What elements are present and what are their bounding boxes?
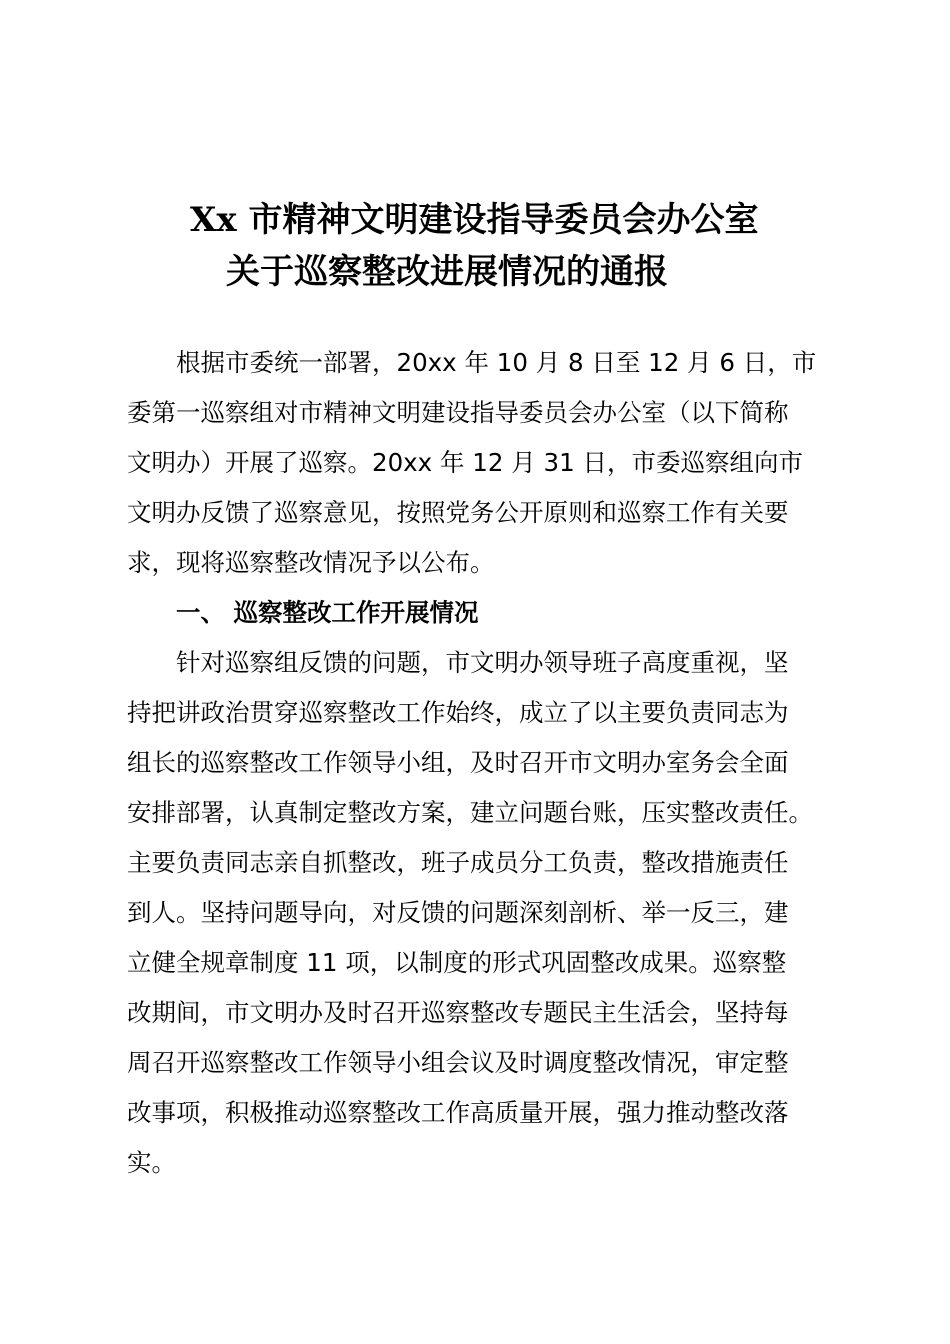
paragraph-2-line: 改期间，市文明办及时召开巡察整改专题民主生活会，坚持每	[127, 998, 789, 1027]
paragraph-1-line: 文明办）开展了巡察。20xx 年 12 月 31 日，市委巡察组向市	[127, 448, 803, 477]
paragraph-2-line: 持把讲政治贯穿巡察整改工作始终，成立了以主要负责同志为	[127, 698, 789, 727]
section-heading: 一、 巡察整改工作开展情况	[176, 598, 479, 627]
paragraph-1-line: 委第一巡察组对市精神文明建设指导委员会办公室（以下简称	[127, 398, 789, 427]
paragraph-2-line: 改事项，积极推动巡察整改工作高质量开展，强力推动整改落	[127, 1098, 789, 1127]
document-title-line-1: Xx 市精神文明建设指导委员会办公室	[190, 200, 759, 240]
paragraph-2-line: 周召开巡察整改工作领导小组会议及时调度整改情况，审定整	[127, 1048, 789, 1077]
paragraph-2-line: 实。	[127, 1148, 176, 1177]
document-title-line-2: 关于巡察整改进展情况的通报	[226, 252, 668, 292]
paragraph-2-line: 主要负责同志亲自抓整改，班子成员分工负责，整改措施责任	[127, 848, 789, 877]
paragraph-1-line: 求，现将巡察整改情况予以公布。	[127, 548, 495, 577]
paragraph-1-line: 文明办反馈了巡察意见，按照党务公开原则和巡察工作有关要	[127, 498, 789, 527]
paragraph-2-line: 立健全规章制度 11 项，以制度的形式巩固整改成果。巡察整	[127, 948, 787, 977]
paragraph-1-line: 根据市委统一部署，20xx 年 10 月 8 日至 12 月 6 日，市	[176, 348, 817, 377]
paragraph-2-line: 针对巡察组反馈的问题，市文明办领导班子高度重视，坚	[176, 648, 789, 677]
paragraph-2-line: 组长的巡察整改工作领导小组，及时召开市文明办室务会全面	[127, 748, 789, 777]
paragraph-2-line: 到人。坚持问题导向，对反馈的问题深刻剖析、举一反三，建	[127, 898, 789, 927]
paragraph-2-line: 安排部署，认真制定整改方案，建立问题台账，压实整改责任。	[127, 798, 813, 827]
